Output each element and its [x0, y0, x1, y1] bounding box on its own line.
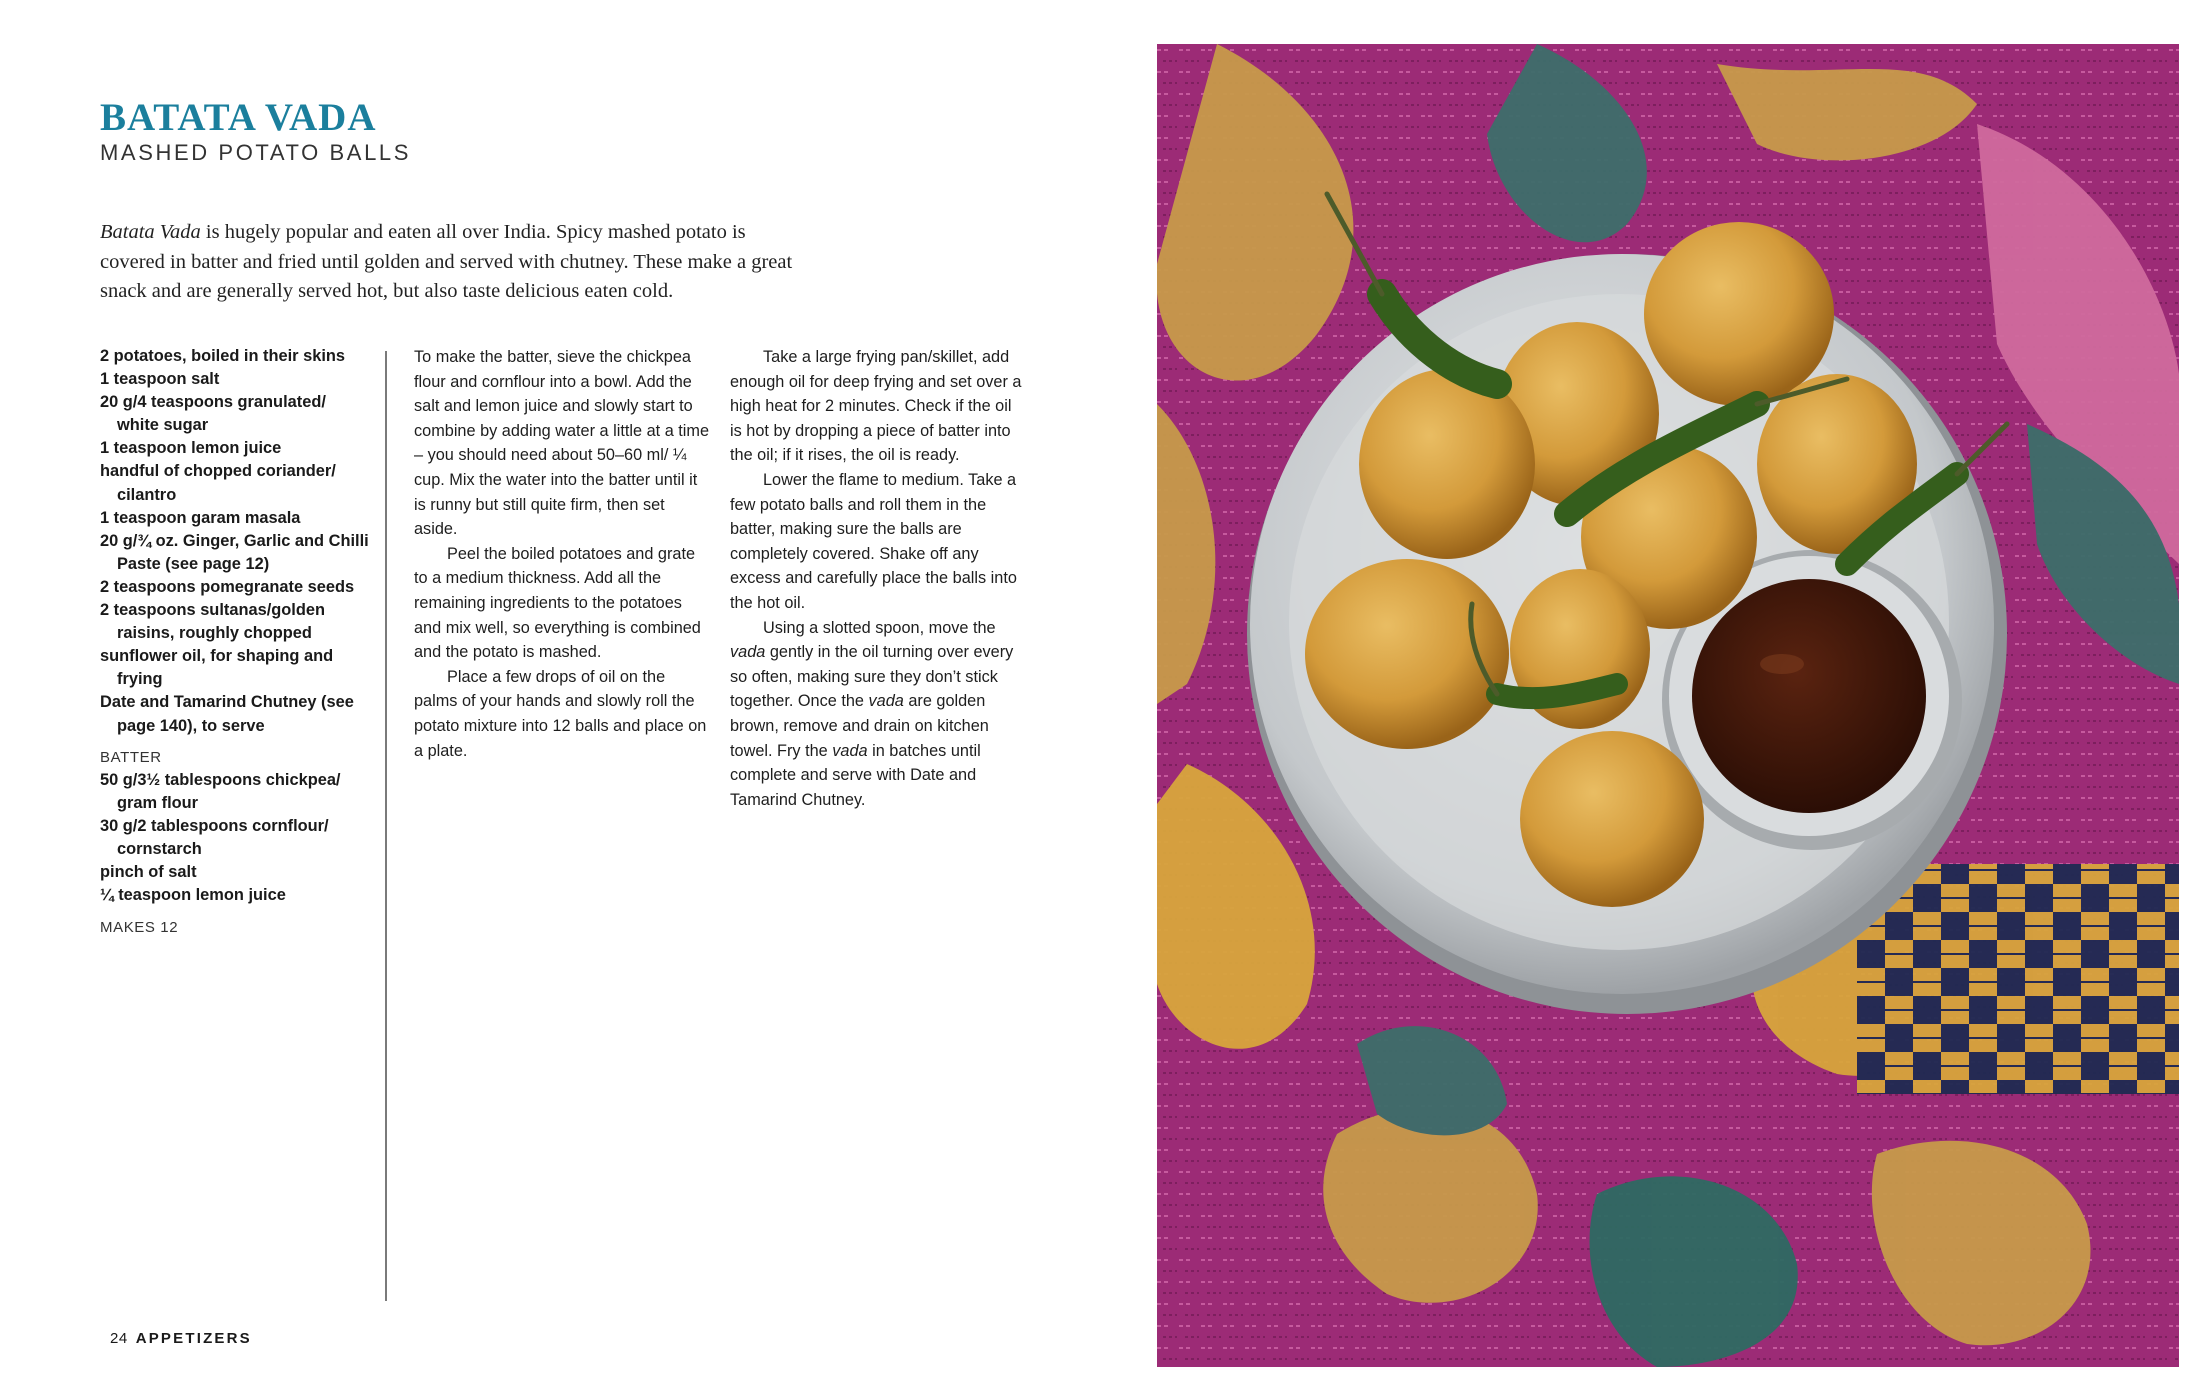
- method-paragraph: [730, 616, 1026, 813]
- batter-item: ¼ teaspoon lemon juice: [100, 886, 286, 905]
- recipe-title: BATATA VADA: [100, 96, 377, 139]
- ingredient-item: 2 teaspoons pomegranate seeds: [100, 577, 355, 596]
- ingredient-item: Date and Tamarind Chutney (see page 140), to serve: [100, 693, 354, 735]
- method-text: in batches until complete and serve with Date and Tamarind Chutney.: [730, 741, 981, 809]
- method-text: gently in the oil turning over every so often, making sure they don’t stick together. Once the: [730, 643, 1014, 711]
- ingredient-item: 2 potatoes, boiled in their skins: [100, 347, 345, 365]
- batter-item: 30 g/2 tablespoons cornflour/ cornstarch: [100, 816, 329, 858]
- batter-item: pinch of salt: [100, 863, 197, 882]
- ingredient-item: 1 teaspoon garam masala: [100, 508, 301, 527]
- method-paragraph: Place a few drops of oil on the palms of your hands and slowly roll the potato mixture into 12 balls and place on a plate.: [414, 667, 707, 760]
- method-dish-word: vada: [868, 692, 904, 711]
- method-paragraph: Lower the flame to medium. Take a few potato balls and roll them in the batter, making sure the balls are completely covered. Shake off any excess and carefully place the balls into the hot oil.: [730, 470, 1017, 612]
- batter-item: 50 g/3½ tablespoons chickpea/ gram flour: [100, 770, 341, 812]
- ingredient-item: 2 teaspoons sultanas/golden raisins, roughly chopped: [100, 601, 325, 643]
- food-photo: [1157, 44, 2179, 1367]
- method-column-1: [414, 345, 710, 763]
- method-paragraph: To make the batter, sieve the chickpea flour and cornflour into a bowl. Add the salt and lemon juice and slowly start to combine by adding water a little at a time – you should need about 50–60 ml/ ¼ cup. Mix the water into the batter until it is runny but still quite firm, then set aside.: [414, 348, 710, 539]
- recipe-subtitle: MASHED POTATO BALLS: [100, 140, 412, 165]
- ingredient-list: [100, 345, 370, 939]
- intro-text: is hugely popular and eaten all over India. Spicy mashed potato is covered in batter and fried until golden and served with chutney. These make a great snack and are generally served hot, but also taste delicious eaten cold.: [100, 221, 793, 302]
- method-column-2: [730, 345, 1026, 812]
- method-text: are golden brown, remove and drain on kitchen towel. Fry the: [730, 692, 989, 760]
- batter-heading: BATTER: [100, 748, 162, 766]
- tamarind-chutney: [1692, 579, 1926, 813]
- ingredient-item: 1 teaspoon salt: [100, 370, 220, 389]
- method-paragraph: Peel the boiled potatoes and grate to a medium thickness. Add all the remaining ingredients to the potatoes and mix well, so everything is combined and the potato is mashed.: [414, 544, 701, 662]
- ingredient-item: 20 g/4 teaspoons granulated/ white sugar: [100, 393, 326, 435]
- ingredient-item: 1 teaspoon lemon juice: [100, 439, 282, 458]
- yield-note: MAKES 12: [100, 919, 179, 937]
- column-divider: [385, 351, 387, 1301]
- ingredient-item: handful of chopped coriander/ cilantro: [100, 462, 336, 504]
- ingredient-item: sunflower oil, for shaping and frying: [100, 647, 334, 689]
- method-dish-word: vada: [730, 643, 766, 662]
- recipe-intro: [100, 218, 800, 307]
- ingredient-item: 20 g/¾ oz. Ginger, Garlic and Chilli Paste (see page 12): [100, 531, 369, 573]
- section-name: APPETIZERS: [135, 1330, 252, 1347]
- page-number: 24: [110, 1330, 128, 1347]
- method-paragraph: Take a large frying pan/skillet, add enough oil for deep frying and set over a high heat for 2 minutes. Check if the oil is hot by dropping a piece of batter into the oil; if it rises, the oil is ready.: [730, 348, 1022, 465]
- page-footer: [110, 1331, 252, 1346]
- intro-dish-name: Batata Vada: [100, 221, 201, 243]
- method-text: Using a slotted spoon, move the: [763, 618, 996, 637]
- method-dish-word: vada: [832, 741, 868, 760]
